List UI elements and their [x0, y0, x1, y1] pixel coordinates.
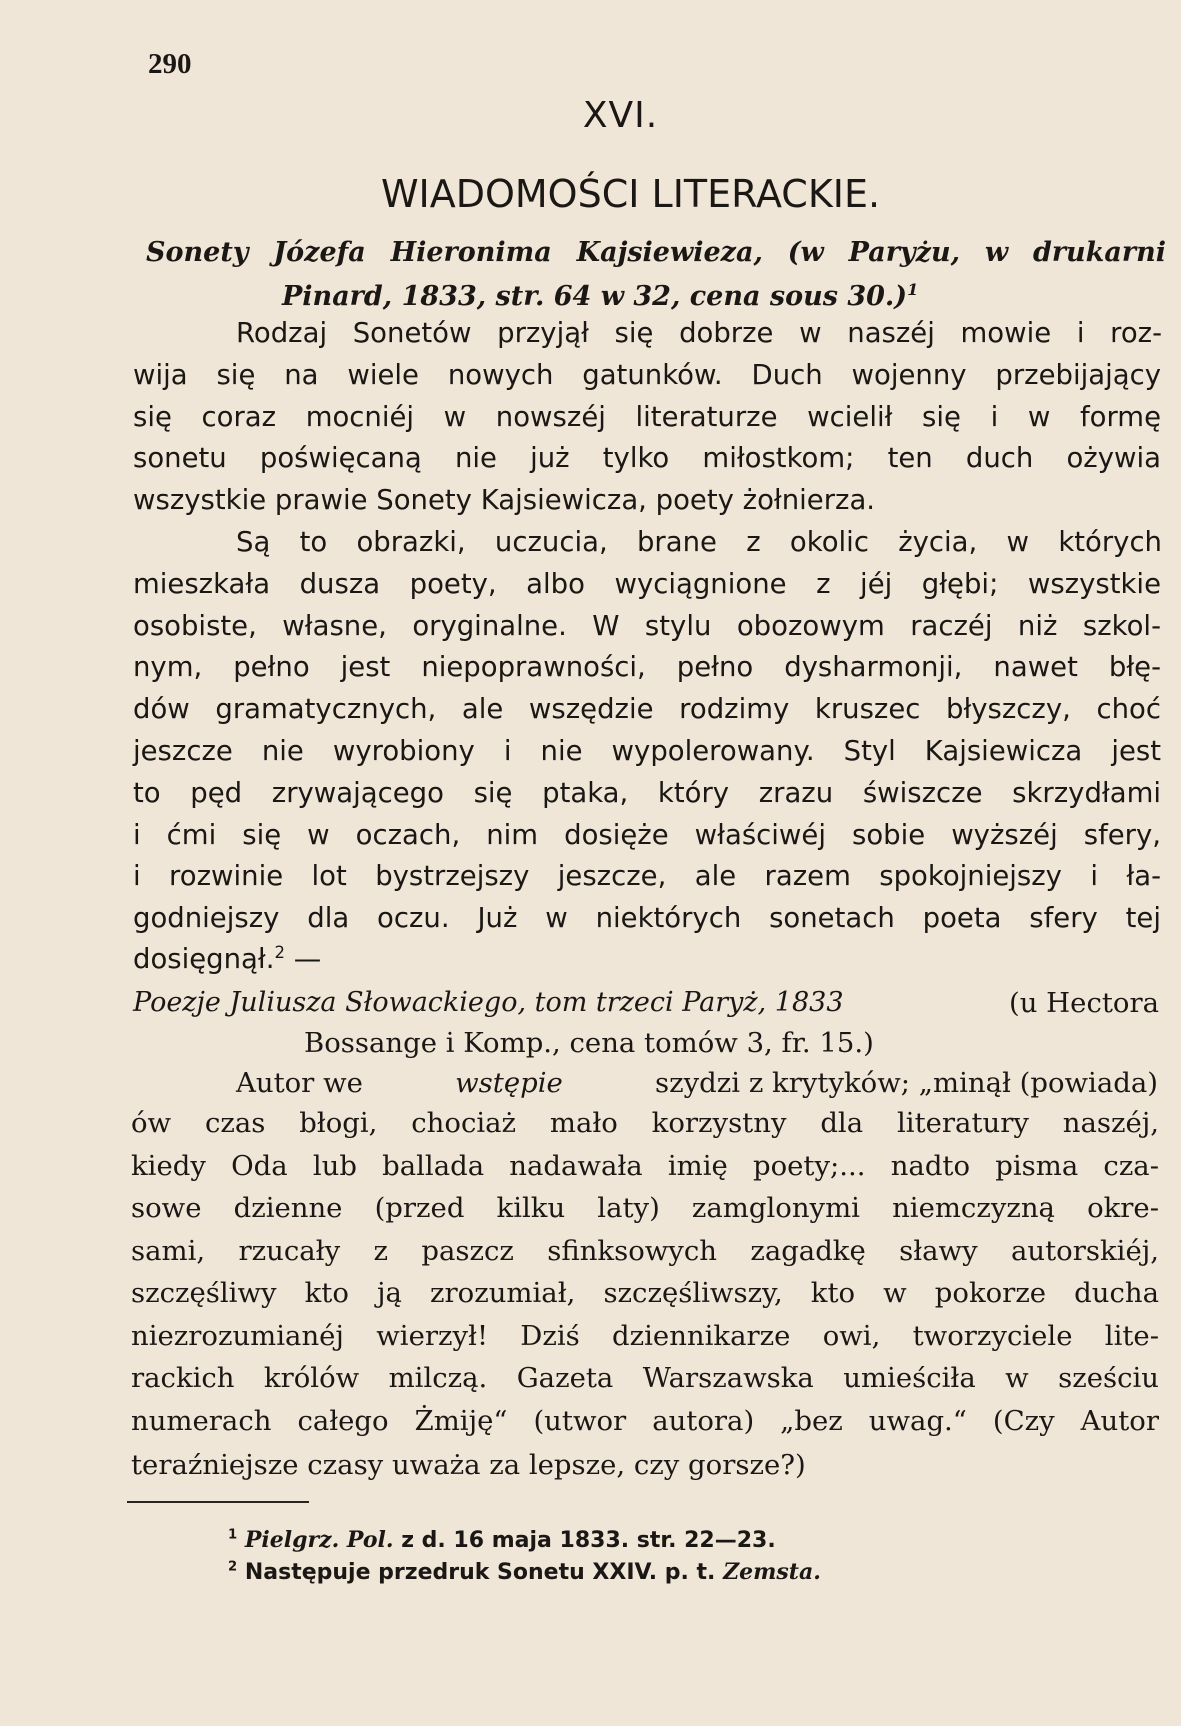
review-2-line: rackich królów milczą. Gazeta Warszawska umieściła w sześciu — [131, 1362, 1159, 1394]
review-2-line: sami, rzucały z paszcz sfinksowych zagadkę sławy autorskiéj, — [131, 1234, 1159, 1267]
footnote-ref-2: 2 — [274, 942, 285, 962]
review-1-line: sonetu poświęcaną nie już tylko miłostkom; ten duch ożywia — [133, 442, 1161, 475]
review-2-heading-rest: (u Hectora — [1009, 987, 1159, 1019]
review-1-last-line — [133, 942, 321, 976]
footnote-1-mark: 1 — [228, 1527, 238, 1543]
review-2-last-line: teraźniejsze czasy uważa za lepsze, czy gorsze?) — [131, 1449, 806, 1481]
review-1-line: się coraz mocniéj w nowszéj literaturze wcielił się i w formę — [133, 400, 1161, 433]
review-2-heading — [133, 986, 1159, 1020]
review-2-heading-italic: Poezje Juliusza Słowackiego, tom trzeci Paryż, 1833 — [133, 987, 844, 1018]
review-1-line: i rozwinie lot bystrzejszy jeszcze, ale razem spokojniejszy i ła- — [133, 860, 1161, 893]
review-1-line: jeszcze nie wyrobiony i nie wypolerowany. Styl Kajsiewicza jest — [133, 735, 1161, 767]
section-number: XVI. — [582, 95, 659, 136]
review-2-first-line — [236, 1066, 1158, 1100]
review-2-line1-b: szydzi z krytyków; „minął (powiada) — [655, 1067, 1158, 1099]
review-1-heading-cont — [282, 280, 918, 314]
footnote-1 — [228, 1527, 776, 1553]
review-1-line: osobiste, własne, oryginalne. W stylu obozowym raczéj niż szkol- — [133, 609, 1161, 642]
review-2-line: niezrozumianéj wierzył! Dziś dziennikarze owi, tworzyciele lite- — [131, 1319, 1159, 1352]
review-2-line1-a: Autor we — [236, 1067, 363, 1099]
review-2-line: sowe dzienne (przed kilku laty) zamglonymi niemczyzną okre- — [131, 1192, 1159, 1224]
review-2-heading-line2: Bossange i Komp., cena tomów 3, fr. 15.) — [304, 1027, 874, 1059]
footnote-2-italic: Zemsta. — [723, 1559, 821, 1585]
footnote-2-mark: 2 — [228, 1559, 238, 1575]
review-1-dash: — — [293, 943, 322, 975]
review-1-line: i ćmi się w oczach, nim dosięże właściwéj sobie wyższéj sfery, — [133, 818, 1161, 851]
page-number: 290 — [148, 48, 192, 80]
review-1-line: mieszkała dusza poety, albo wyciągnione z jéj głębi; wszystkie — [133, 567, 1161, 600]
footnote-1-text: z d. 16 maja 1833. str. 22—23. — [393, 1528, 776, 1553]
review-2-line: kiedy Oda lub ballada nadawała imię poety;... nadto pisma cza- — [131, 1149, 1159, 1182]
footnote-2-text: Następuje przedruk Sonetu XXIV. p. t. — [244, 1560, 724, 1585]
review-1-line: godniejszy dla oczu. Już w niektórych sonetach poeta sfery tej — [133, 902, 1161, 935]
review-1-line: wija się na wiele nowych gatunków. Duch wojenny przebijający — [133, 358, 1161, 391]
review-2-line: szczęśliwy kto ją zrozumiał, szczęśliwszy, kto w pokorze ducha — [131, 1277, 1159, 1309]
footnote-ref-1: 1 — [907, 280, 919, 299]
review-2-line: numerach całego Żmiję“ (utwor autora) „bez uwag.“ (Czy Autor — [131, 1404, 1159, 1437]
review-1-line: dów gramatycznych, ale wszędzie rodzimy kruszec błyszczy, choć — [133, 693, 1161, 726]
review-2-line: ów czas błogi, chociaż mało korzystny dla literatury naszéj, — [131, 1107, 1159, 1139]
footnote-2 — [228, 1559, 821, 1585]
footnote-divider — [127, 1501, 309, 1503]
review-1-line: Rodzaj Sonetów przyjął się dobrze w naszéj mowie i roz- — [236, 317, 1162, 349]
review-1-last-line-text: dosięgnął. — [133, 943, 275, 975]
review-1-line: Są to obrazki, uczucia, brane z okolic życia, w których — [236, 526, 1162, 558]
review-1-line: nym, pełno jest niepoprawności, pełno dysharmonji, nawet błę- — [133, 651, 1161, 684]
review-1-heading: Sonety Józefa Hieronima Kajsiewieza, (w Paryżu, w drukarni — [146, 237, 1166, 268]
review-1-line: wszystkie prawie Sonety Kajsiewicza, poety żołnierza. — [133, 484, 876, 517]
section-title: WIADOMOŚCI LITERACKIE. — [380, 172, 881, 216]
review-1-heading-line2: Pinard, 1833, str. 64 w 32, cena sous 30.) — [282, 281, 908, 312]
footnote-1-italic: Pielgrz. Pol. — [244, 1527, 394, 1553]
review-1-line: to pęd zrywającego się ptaka, który zrazu świszcze skrzydłami — [133, 776, 1161, 809]
review-2-line1-italic: wstępie — [455, 1067, 563, 1099]
